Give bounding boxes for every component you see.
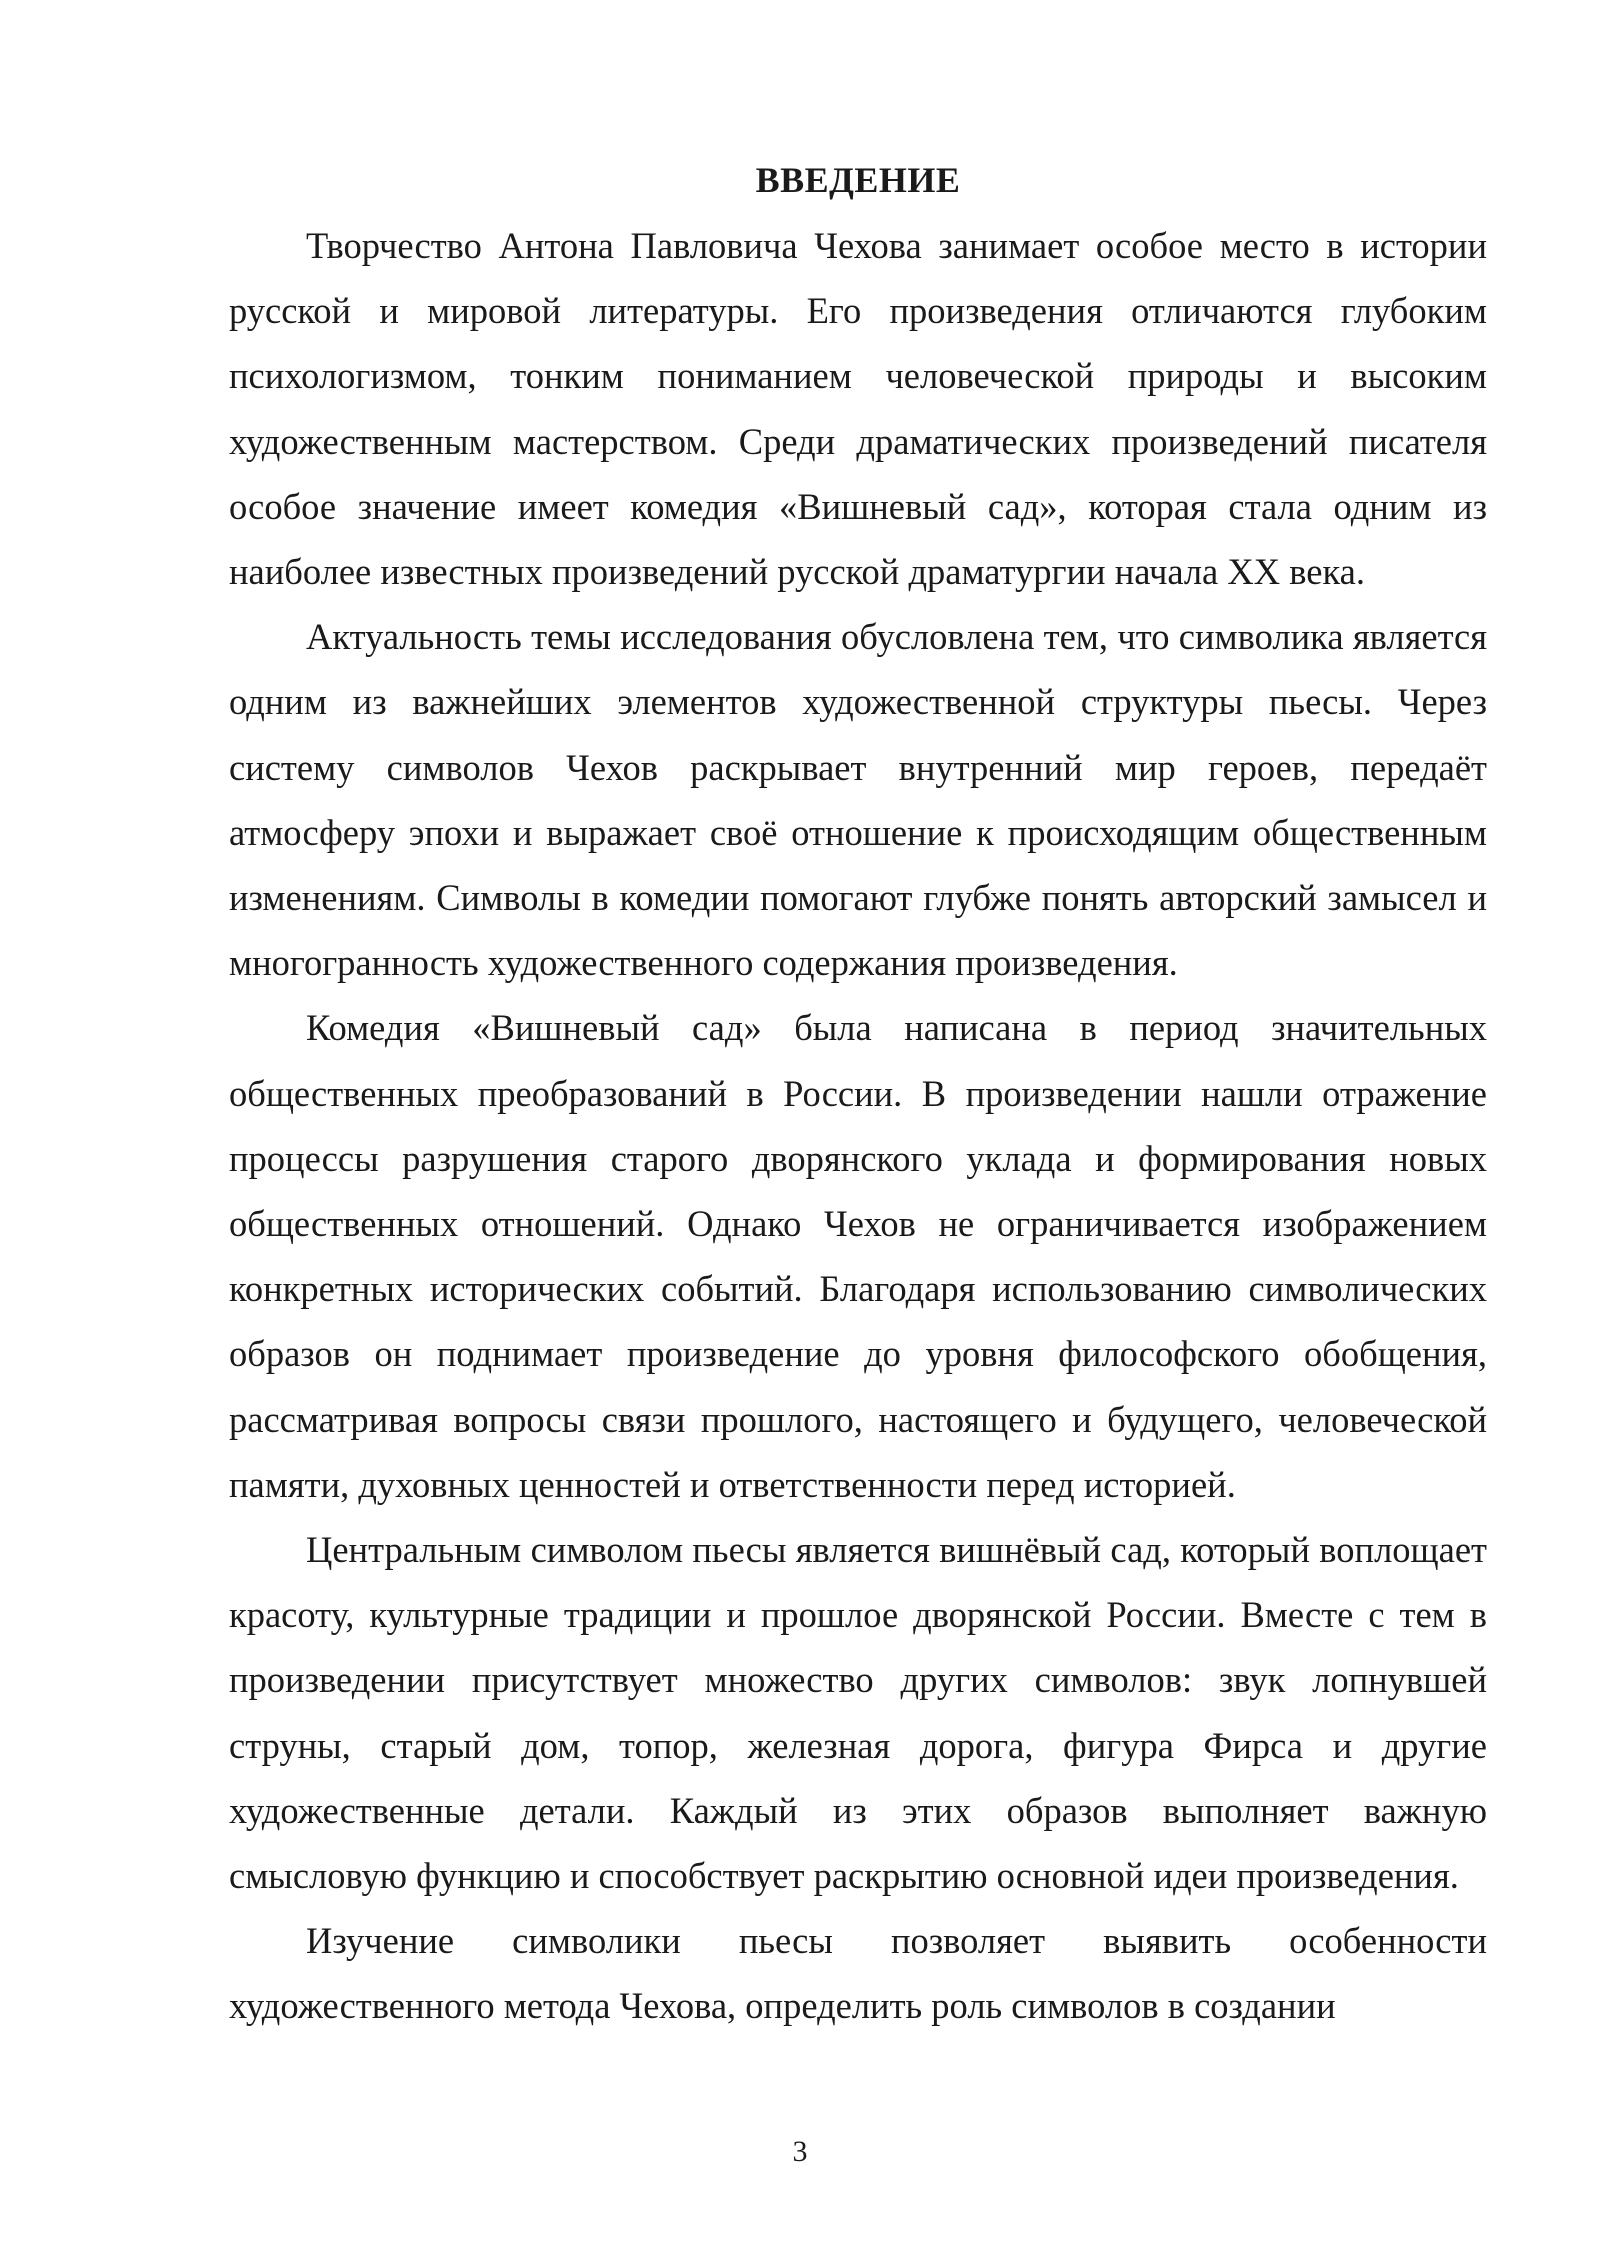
page-number: 3 <box>792 2135 808 2168</box>
paragraph-2: Актуальность темы исследования обусловлена тем, что символика является одним из важнейших элементов художественной структуры пьесы. Через систему символов Чехов раскрывает внутренний мир героев, передаёт атмосферу эпохи и выражает своё отношение к происходящим общественным изменениям. Символы в комедии помогают глубже понять авторский замысел и многогранность художественного содержания произведения. <box>229 616 1487 984</box>
section-title: ВВЕДЕНИЕ <box>755 160 961 200</box>
page-content <box>229 148 1487 2039</box>
paragraph-3: Комедия «Вишневый сад» была написана в период значительных общественных преобразований в России. В произведении нашли отражение процессы разрушения старого дворянского уклада и формирования новых общественных отношений. Однако Чехов не ограничивается изображением конкретных исторических событий. Благодаря использованию символических образов он поднимает произведение до уровня философского обобщения, рассматривая вопросы связи прошлого, настоящего и будущего, человеческой памяти, духовных ценностей и ответственности перед историей. <box>229 1007 1487 1505</box>
paragraph-4: Центральным символом пьесы является вишнёвый сад, который воплощает красоту, культурные традиции и прошлое дворянской России. Вместе с тем в произведении присутствует множество других символов: звук лопнувшей струны, старый дом, топор, железная дорога, фигура Фирса и другие художественные детали. Каждый из этих образов выполняет важную смысловую функцию и способствует раскрытию основной идеи произведения. <box>229 1529 1487 1897</box>
paragraph-1: Творчество Антона Павловича Чехова занимает особое место в истории русской и мировой литературы. Его произведения отличаются глубоким психологизмом, тонким пониманием человеческой природы и высоким художественным мастерством. Среди драматических произведений писателя особое значение имеет комедия «Вишневый сад», которая стала одним из наиболее известных произведений русской драматургии начала XX века. <box>229 225 1487 593</box>
paragraph-5: Изучение символики пьесы позволяет выявить особенности художественного метода Чехова, определить роль символов в создании <box>229 1920 1487 2027</box>
